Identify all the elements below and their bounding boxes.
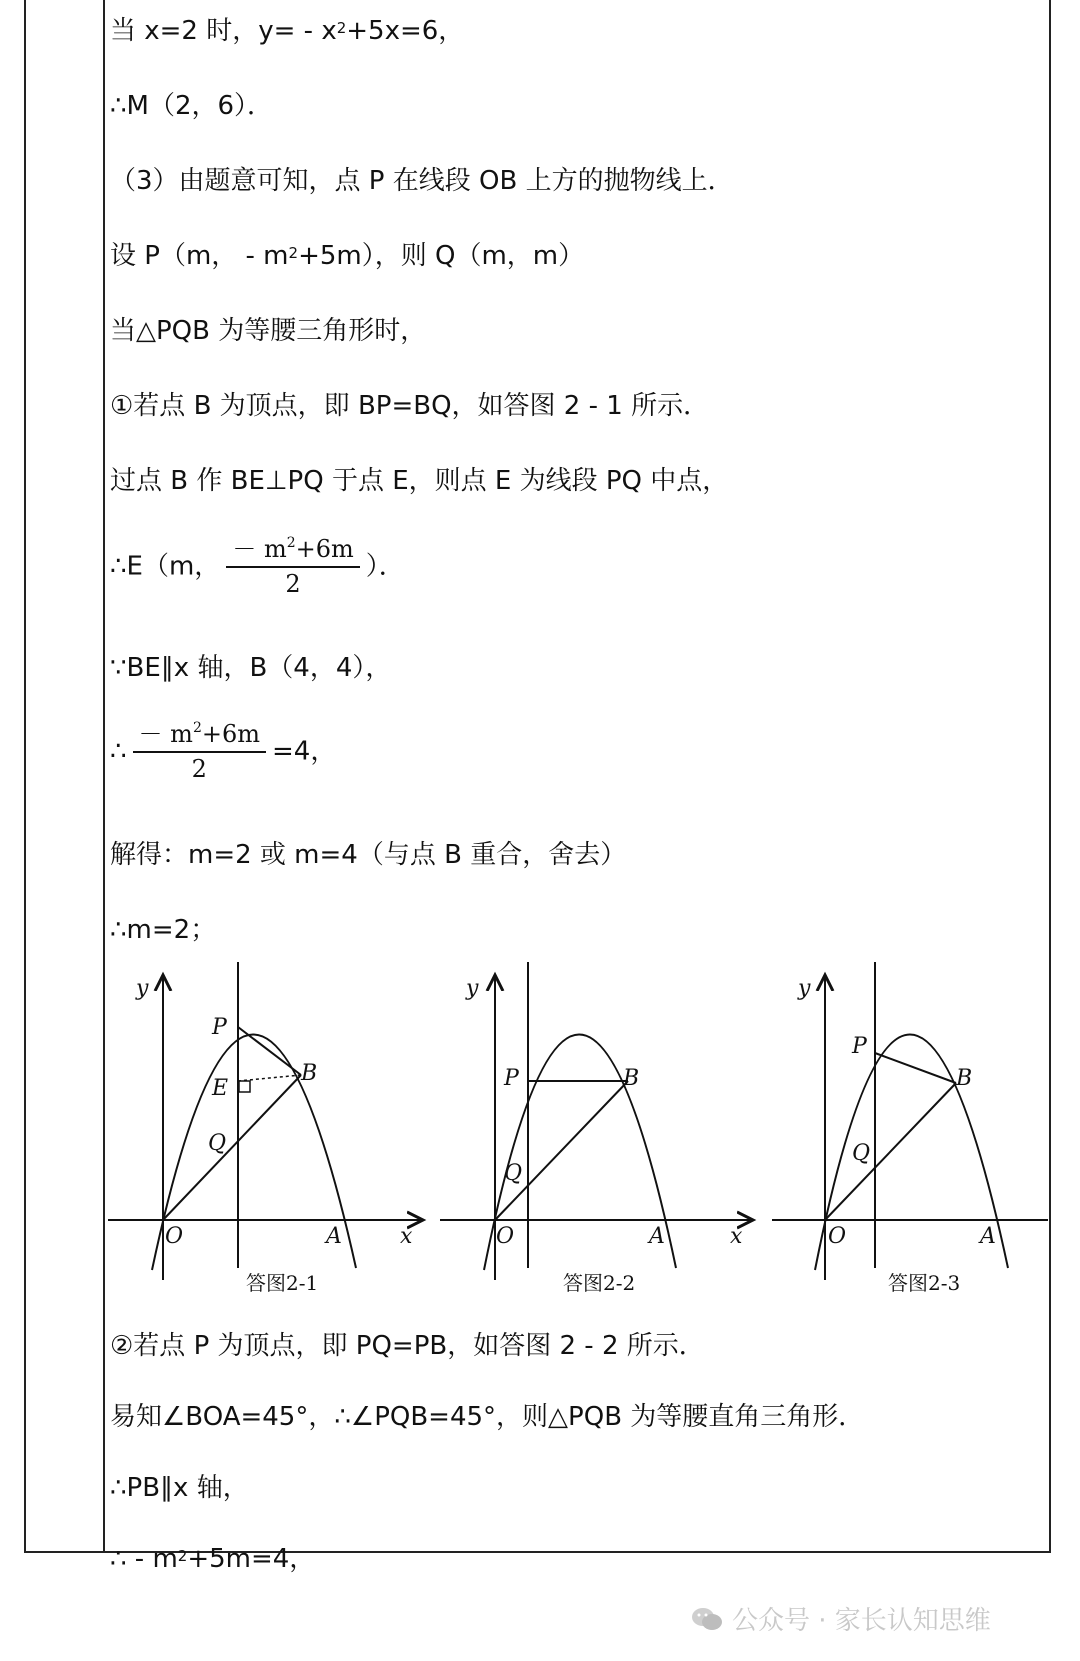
segment-PB (238, 1027, 301, 1075)
label-Q: Q (852, 1141, 871, 1166)
figure-caption: 答图2-1 (246, 1271, 319, 1295)
label-P: P (852, 1034, 867, 1059)
numerator-text: － m (232, 535, 287, 563)
right-angle-mark (239, 1081, 250, 1092)
label-B: B (301, 1061, 318, 1086)
watermark (690, 1600, 991, 1637)
fraction-denominator: 2 (285, 570, 301, 598)
line-16-text-tail: +5m=4， (187, 1544, 316, 1574)
line-2: ∴M（2，6）． (110, 91, 274, 121)
figure-2-1 (108, 962, 423, 1295)
label-A: A (980, 1224, 996, 1249)
line-10 (110, 719, 336, 785)
fraction-numerator (133, 719, 266, 753)
segment-OB (495, 1081, 628, 1220)
figure-2-3 (772, 962, 1048, 1295)
wechat-icon (690, 1606, 724, 1632)
label-x: x (730, 1224, 743, 1249)
line-15: ∴PB∥x 轴， (110, 1473, 249, 1503)
numerator-tail: +6m (201, 720, 260, 748)
line-8 (110, 534, 405, 600)
numerator-tail: +6m (295, 535, 354, 563)
label-Q: Q (504, 1161, 523, 1186)
line-8-text: ∴E（m， (110, 551, 221, 582)
label-A: A (649, 1224, 665, 1249)
line-11: 解得：m=2 或 m=4（与点 B 重合，舍去） (110, 840, 627, 870)
line-14: 易知∠BOA=45°，∴∠PQB=45°，则△PQB 为等腰直角三角形． (110, 1402, 865, 1432)
label-B: B (956, 1066, 973, 1091)
label-E: E (212, 1076, 229, 1101)
line-4-text: 设 P（m， - m (110, 241, 289, 271)
label-P: P (212, 1015, 227, 1040)
line-8-text-tail: ）． (365, 551, 405, 582)
label-O: O (496, 1224, 515, 1249)
label-y: y (136, 976, 149, 1001)
label-A: A (326, 1224, 342, 1249)
table-border-left (24, 0, 26, 1553)
line-12: ∴m=2； (110, 915, 217, 945)
fraction-denominator: 2 (191, 755, 207, 783)
line-9: ∵BE∥x 轴，B（4，4）， (110, 653, 392, 683)
line-4-text-tail: +5m），则 Q（m，m） (298, 241, 585, 271)
superscript: 2 (192, 720, 202, 736)
figures-panel (108, 950, 1048, 1320)
figure-2-2 (440, 962, 753, 1295)
label-x: x (400, 1224, 413, 1249)
figure-caption: 答图2-2 (563, 1271, 636, 1295)
superscript: 2 (177, 1547, 188, 1565)
superscript: 2 (336, 19, 347, 37)
fraction (133, 719, 266, 785)
segment-OB (825, 1083, 956, 1220)
line-13: ②若点 P 为顶点，即 PQ=PB，如答图 2 - 2 所示． (110, 1331, 705, 1361)
line-3: （3）由题意可知，点 P 在线段 OB 上方的抛物线上． (110, 166, 734, 196)
label-O: O (828, 1224, 847, 1249)
label-P: P (504, 1066, 519, 1091)
label-Q: Q (208, 1131, 227, 1156)
fraction-numerator (226, 534, 359, 568)
line-7: 过点 B 作 BE⊥PQ 于点 E，则点 E 为线段 PQ 中点， (110, 466, 729, 496)
line-1 (110, 14, 464, 48)
label-O: O (165, 1224, 184, 1249)
numerator-text: － m (138, 720, 193, 748)
label-B: B (623, 1066, 640, 1091)
watermark-text: 公众号 · 家长认知思维 (732, 1606, 991, 1636)
table-column-divider (103, 0, 105, 1553)
table-border-right (1049, 0, 1051, 1553)
figure-caption: 答图2-3 (888, 1271, 961, 1295)
segment-BE (238, 1075, 301, 1081)
line-6: ①若点 B 为顶点，即 BP=BQ，如答图 2 - 1 所示． (110, 391, 710, 421)
line-1-text-tail: +5x=6， (346, 16, 465, 46)
line-1-text: 当 x=2 时，y= - x (110, 16, 337, 46)
superscript: 2 (286, 535, 296, 551)
line-5: 当△PQB 为等腰三角形时， (110, 316, 427, 346)
line-4 (110, 239, 584, 273)
label-y: y (466, 976, 479, 1001)
superscript: 2 (288, 244, 299, 262)
line-10-text: ∴ (110, 736, 127, 767)
line-10-text-tail: =4， (272, 736, 337, 767)
line-16 (110, 1542, 315, 1576)
fraction (226, 534, 359, 600)
segment-PB (875, 1053, 956, 1083)
line-16-text: ∴ - m (110, 1544, 178, 1574)
label-y: y (798, 976, 811, 1001)
